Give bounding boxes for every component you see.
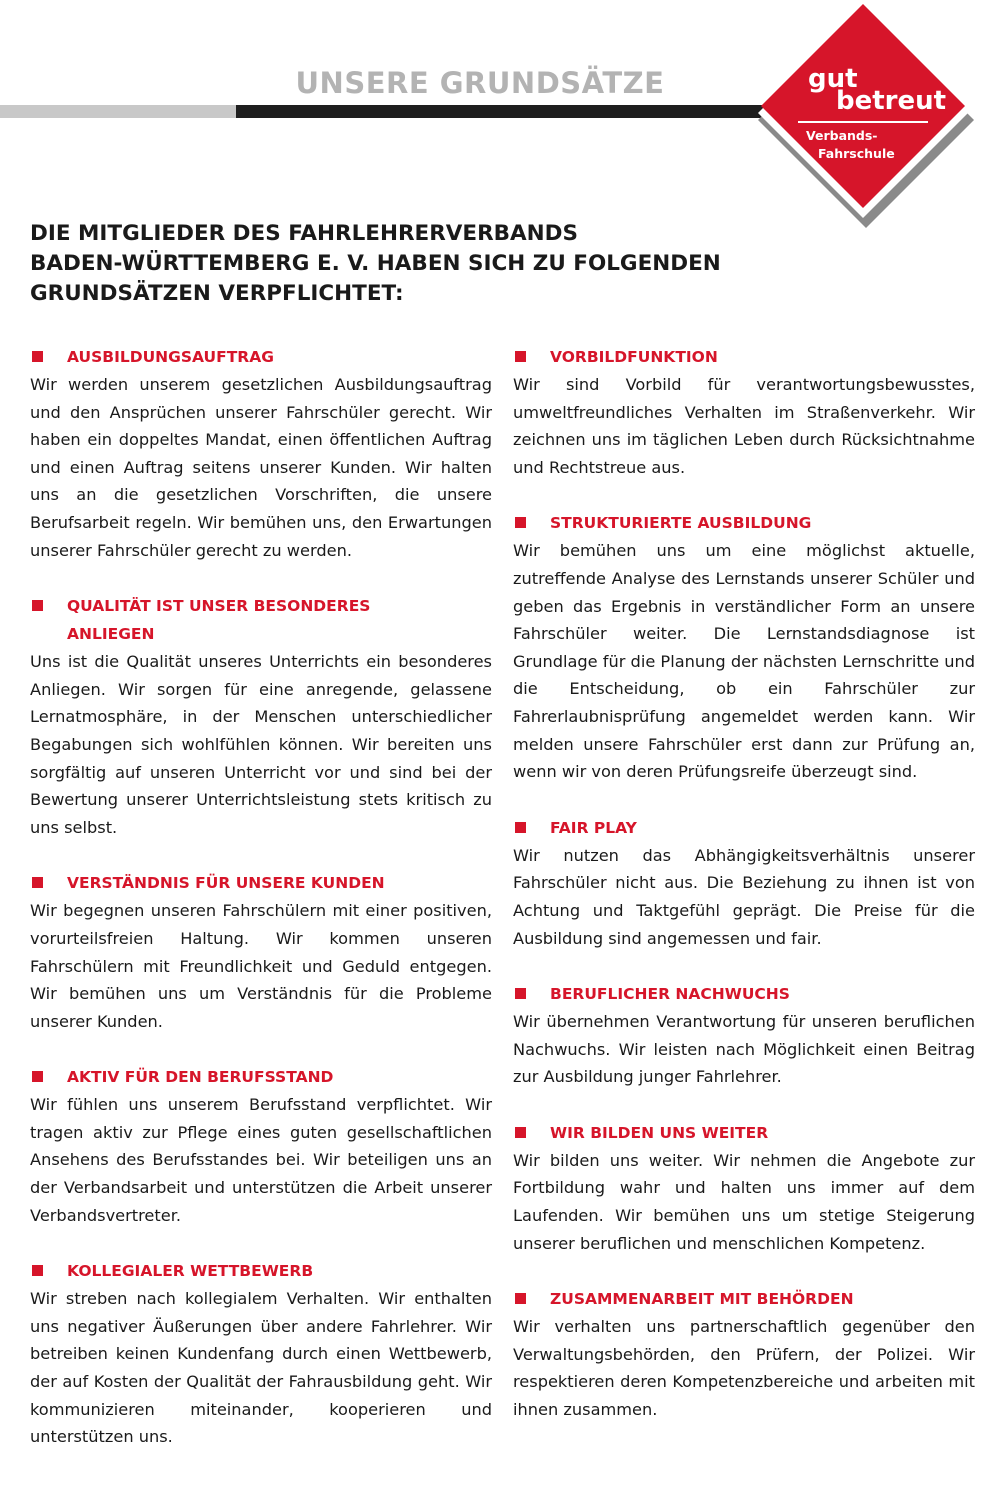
page-title: UNSERE GRUNDSÄTZE [295,66,665,100]
square-bullet-icon [515,517,526,528]
left-column [30,343,492,1479]
square-bullet-icon [32,351,43,362]
section-heading [30,343,492,371]
section-heading-text: ZUSAMMENARBEIT MIT BEHÖRDEN [550,1290,854,1309]
section-qualitaet [30,592,492,841]
square-bullet-icon [515,1127,526,1138]
square-bullet-icon [32,1071,43,1082]
square-bullet-icon [32,877,43,888]
section-verstaendnis [30,869,492,1035]
gut-betreut-logo [752,0,990,232]
section-body: Wir verhalten uns partnerschaftlich gegenüber den Verwaltungsbehörden, den Prüfern, der Polizei. Wir respektieren deren Kompetenzbereiche und arbeiten mit ihnen zusammen. [513,1317,975,1420]
section-vorbildfunktion [513,343,975,481]
section-heading [30,1257,492,1285]
intro-heading [30,219,790,309]
square-bullet-icon [32,1265,43,1276]
header-rule-grey [0,105,236,118]
section-body: Wir sind Vorbild für verantwortungsbewusstes, umweltfreundliches Verhalten im Straßenverkehr. Wir zeichnen uns im täglichen Leben durch Rücksichtnahme und Rechtstreue aus. [513,375,975,477]
section-body: Wir fühlen uns unserem Berufsstand verpflichtet. Wir tragen aktiv zur Pflege eines guten gesellschaftlichen Ansehens des Berufsstandes bei. Wir beteiligen uns an der Verbandsarbeit und unterstützen die Arbeit unserer Verbandsvertreter. [30,1095,492,1225]
section-heading [30,1063,492,1091]
square-bullet-icon [515,822,526,833]
section-heading-text: FAIR PLAY [550,818,637,837]
section-heading [513,343,975,371]
section-aktiv-berufsstand [30,1063,492,1229]
intro-line-2: BADEN-WÜRTTEMBERG E. V. HABEN SICH ZU FOLGENDEN [30,251,721,276]
intro-line-1: DIE MITGLIEDER DES FAHRLEHRERVERBANDS [30,221,579,246]
section-heading-text: QUALITÄT IST UNSER BESONDERES [67,597,371,616]
section-zusammenarbeit-behoerden [513,1285,975,1423]
square-bullet-icon [515,1293,526,1304]
square-bullet-icon [515,351,526,362]
logo-word-verbands: Verbands- [806,128,878,143]
section-heading [513,509,975,537]
header-rule-dark [236,105,796,118]
section-heading-text: WIR BILDEN UNS WEITER [550,1123,769,1142]
section-heading [513,1119,975,1147]
section-kollegialer-wettbewerb [30,1257,492,1451]
intro-line-3: GRUNDSÄTZEN VERPFLICHTET: [30,281,404,306]
section-strukturierte-ausbildung [513,509,975,785]
section-heading [513,814,975,842]
section-heading [30,592,492,648]
square-bullet-icon [32,600,43,611]
section-body: Wir begegnen unseren Fahrschülern mit einer positiven, vorurteilsfreien Haltung. Wir kommen unseren Fahrschülern mit Freundlichkeit und Geduld entgegen. Wir bemühen uns um Verständnis für die Probleme unserer Kunden. [30,901,492,1031]
section-heading [513,980,975,1008]
square-bullet-icon [515,988,526,999]
section-body: Wir werden unserem gesetzlichen Ausbildungsauftrag und den Ansprüchen unserer Fahrschüler gerecht. Wir haben ein doppeltes Mandat, einen öffentlichen Auftrag und einen Auftrag seitens unserer Kunden. Wir halten uns an die gesetzlichen Vorschriften, die unsere Berufsarbeit regeln. Wir bemühen uns, den Erwartungen unserer Fahrschüler gerecht zu werden. [30,375,492,560]
section-ausbildungsauftrag [30,343,492,564]
section-heading-text: AUSBILDUNGSAUFTRAG [67,348,274,366]
section-heading-text: AKTIV FÜR DEN BERUFSSTAND [67,1068,334,1087]
section-body: Wir nutzen das Abhängigkeitsverhältnis unserer Fahrschüler nicht aus. Die Beziehung zu ihnen ist von Achtung und Taktgefühl geprägt. Die Preise für die Ausbildung sind angemessen und fair. [513,845,975,948]
right-column [513,343,975,1452]
section-body: Wir bemühen uns um eine möglichst aktuelle, zutreffende Analyse des Lernstands unserer Schüler und geben das Ergebnis in verständlicher Form an unsere Fahrschüler weiter. Die Lernstandsdiagnose ist Grundlage für die Planung der nächsten Lernschritte und die Entscheidung, ob ein Fahrschüler zur Fahrerlaubnisprüfung angemeldet werden kann. Wir melden unsere Fahrschüler erst dann zur Prüfung an, wenn wir von deren Prüfungsreife überzeugt sind. [513,541,975,782]
section-heading-text: BERUFLICHER NACHWUCHS [550,985,790,1004]
section-body: Uns ist die Qualität unseres Unterrichts ein besonderes Anliegen. Wir sorgen für eine anregende, gelassene Lernatmosphäre, in der Menschen unterschiedlicher Begabungen sich wohlfühlen können. Wir bereiten uns sorgfältig auf unseren Unterricht vor und sind bei der Bewertung unserer Unterrichtsleistung stets kritisch zu uns selbst. [30,652,492,837]
section-body: Wir übernehmen Verantwortung für unseren beruflichen Nachwuchs. Wir leisten nach Möglichkeit einen Beitrag zur Ausbildung junger Fahrlehrer. [513,1012,975,1087]
section-heading-text: VORBILDFUNKTION [550,348,718,366]
section-heading-text: VERSTÄNDNIS FÜR UNSERE KUNDEN [67,874,385,893]
logo-word-fahrschule: Fahrschule [818,146,895,161]
section-weiterbildung [513,1119,975,1257]
section-heading [513,1285,975,1313]
logo-word-gut: gut [808,64,858,94]
section-beruflicher-nachwuchs [513,980,975,1091]
section-fair-play [513,814,975,952]
section-heading-text: KOLLEGIALER WETTBEWERB [67,1262,314,1281]
section-heading-text-line2: ANLIEGEN [67,625,155,644]
section-heading [30,869,492,897]
logo-word-betreut: betreut [836,86,947,116]
logo-diamond [752,0,990,232]
section-body: Wir streben nach kollegialem Verhalten. Wir enthalten uns negativer Äußerungen über andere Fahrlehrer. Wir betreiben keinen Kundenfang durch einen Wettbewerb, der auf Kosten der Qualität der Fahrausbildung geht. Wir kommunizieren miteinander, kooperieren und unterstützen uns. [30,1289,492,1447]
section-heading-text: STRUKTURIERTE AUSBILDUNG [550,514,812,533]
section-body: Wir bilden uns weiter. Wir nehmen die Angebote zur Fortbildung wahr und halten uns immer auf dem Laufenden. Wir bemühen uns um stetige Steigerung unserer beruflichen und menschlichen Kompetenz. [513,1150,975,1253]
